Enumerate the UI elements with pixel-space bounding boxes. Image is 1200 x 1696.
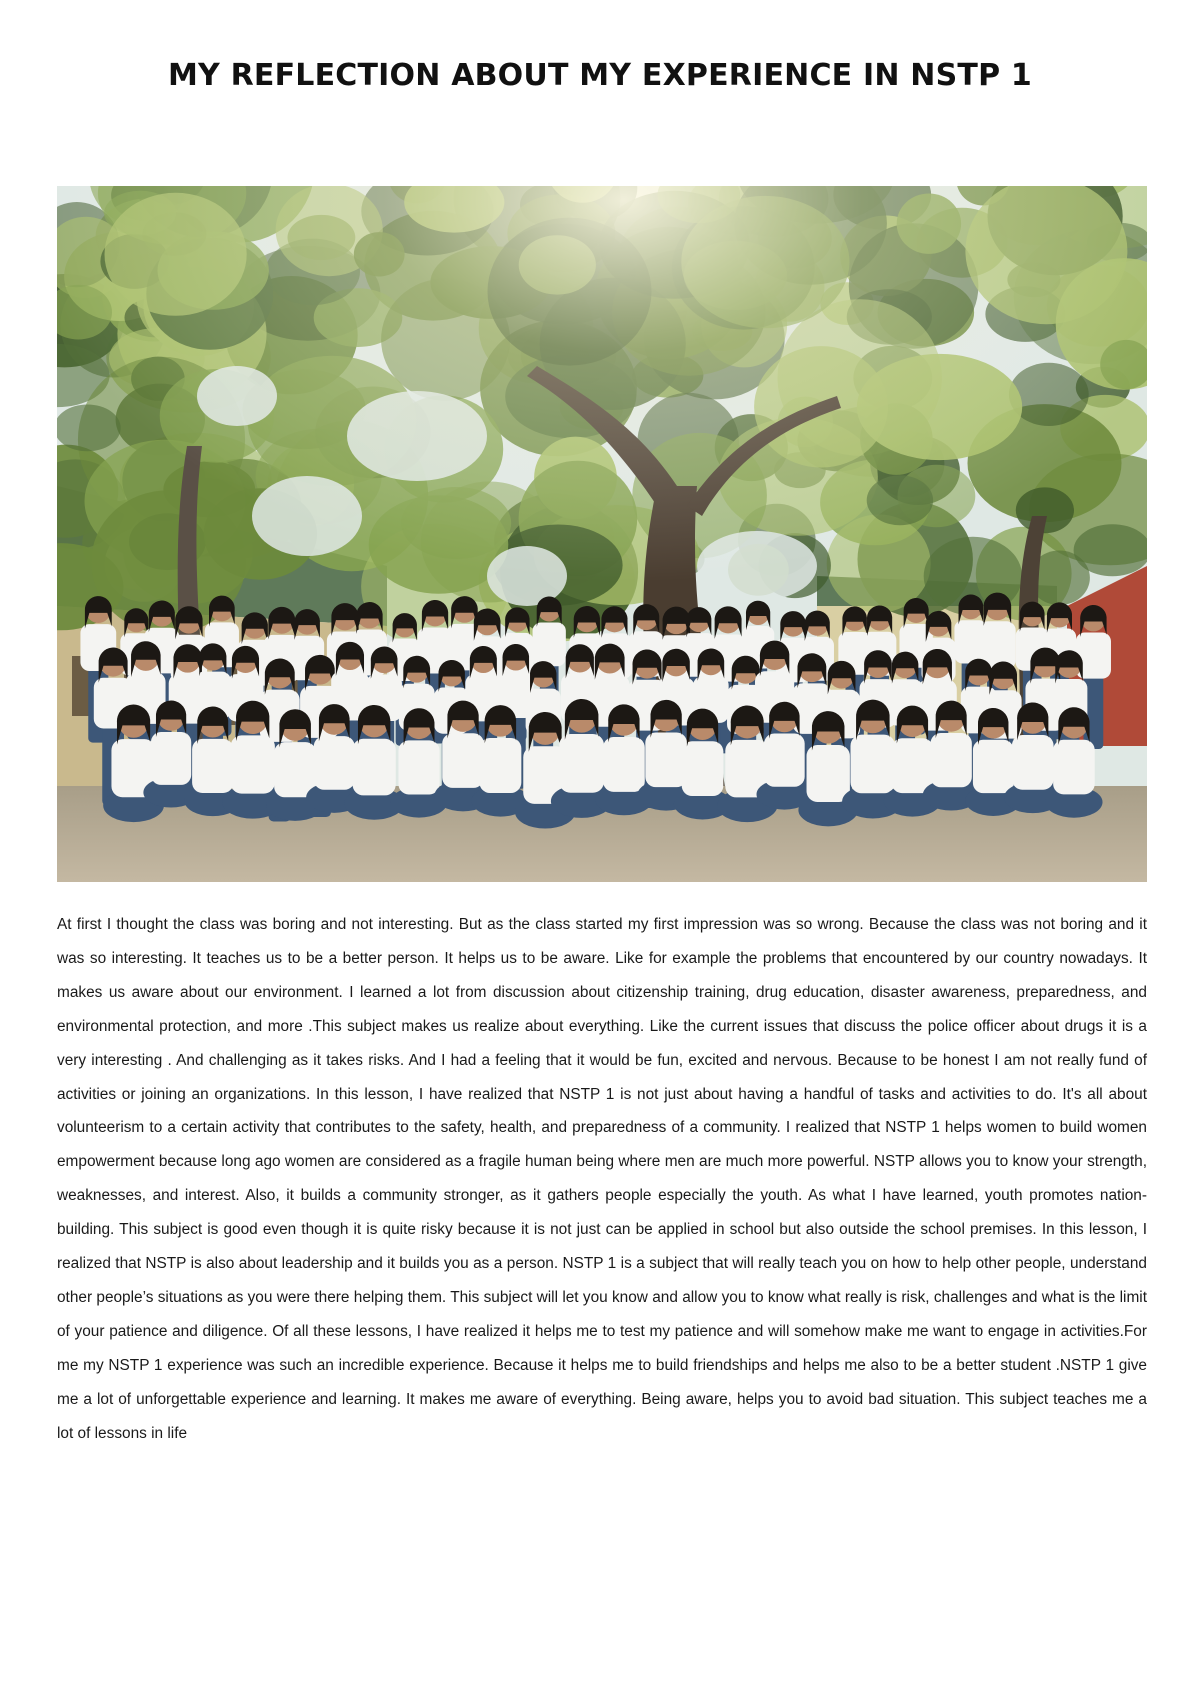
document-title: MY REFLECTION ABOUT MY EXPERIENCE IN NSTP 1 <box>167 58 1032 93</box>
group-photo <box>57 186 1147 882</box>
reflection-body: At first I thought the class was boring and not interesting. But as the class started my first impression was so wrong. Because the class was not boring and it was so interesting. It teaches us to be a better person. It helps us to be aware. Like for example the problems that encountered by our country nowadays. It makes us aware about our environment. I learned a lot from discussion about citizenship training, drug education, disaster awareness, preparedness, and environmental protection, and more .This subject makes us realize about everything. Like the current issues that discuss the police officer about drugs it is a very interesting . And challenging as it takes risks. And I had a feeling that it would be fun, excited and nervous. Because to be honest I am not really fund of activities or joining an organizations. In this lesson, I have realized that NSTP 1 is not just about having a handful of tasks and activities to do. It's all about volunteerism to a certain activity that contributes to the safety, health, and preparedness of a community. I realized that NSTP 1 helps women to build women empowerment because long ago women are considered as a fragile human being where men are much more powerful. NSTP allows you to know your strength, weaknesses, and interest. Also, it builds a community stronger, as it gathers people especially the youth. As what I have learned, youth promotes nation-building. This subject is good even though it is quite risky because it is not just can be applied in school but also outside the school premises. In this lesson, I realized that NSTP is also about leadership and it builds you as a person. NSTP 1 is a subject that will really teach you on how to help other people, understand other people’s situations as you were there helping them. This subject will let you know and allow you to know what really is risk, challenges and what is the limit of your patience and diligence. Of all these lessons, I have realized it helps me to test my patience and will somehow make me want to engage in activities.For me my NSTP 1 experience was such an incredible experience. Because it helps me to build friendships and helps me also to be a better student .NSTP 1 give me a lot of unforgettable experience and learning. It makes me aware of everything. Being aware, helps you to avoid bad situation. This subject teaches me a lot of lessons in life <box>57 916 1147 1442</box>
group-photo-illustration <box>57 186 1147 882</box>
